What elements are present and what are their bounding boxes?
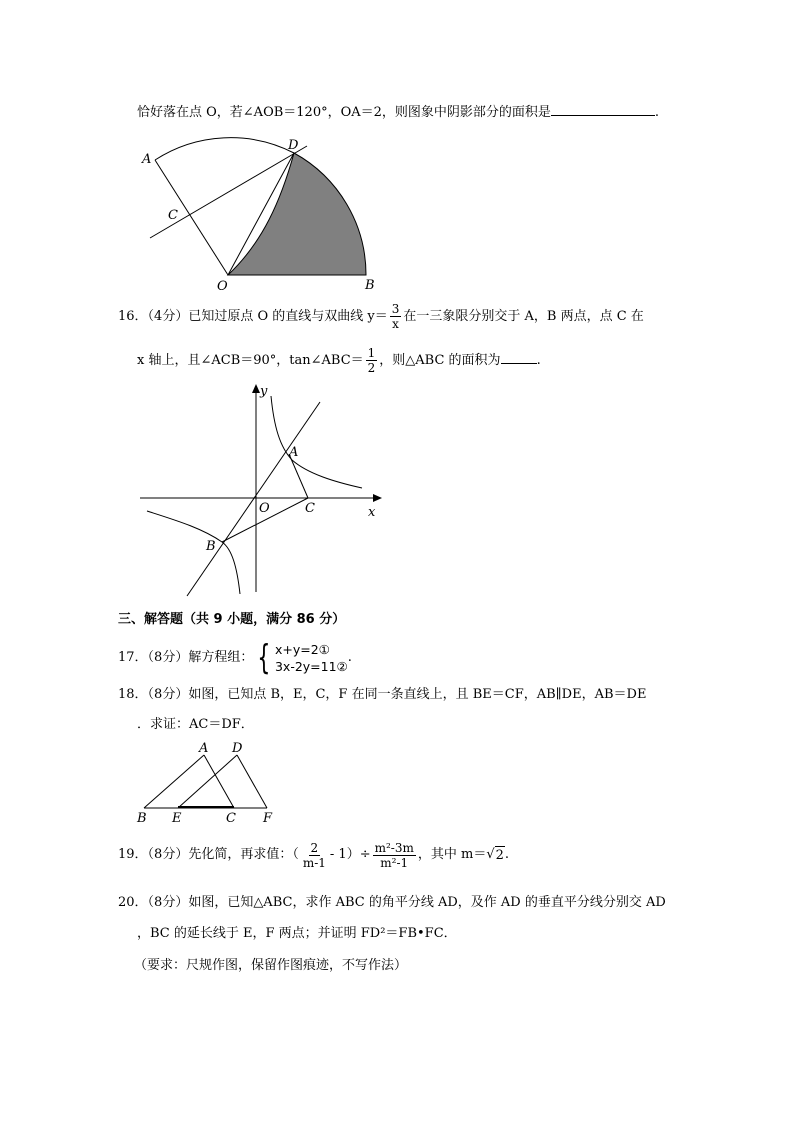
answer-blank-16[interactable] — [501, 363, 537, 364]
x-axis-arrow — [373, 494, 382, 502]
label-C: C — [305, 501, 315, 516]
fraction-1-over-2: $\frac{1}{2}$ — [367, 346, 376, 375]
p19: 19．（8分）先化简，再求值：（ $\frac{2}{m-1}$ - 1）÷ $\frac{\text{m²-3m}}{\text{m²-1}}$ ，其中 m＝ √ 2 . — [118, 840, 510, 870]
y-axis-arrow — [252, 384, 260, 393]
p20-line1: 20．（8分）如图，已知△ABC，求作 ABC 的角平分线 AD，及作 AD 的垂直平分线分别交 AD — [118, 895, 666, 910]
section-heading: 三、解答题（共 9 小题，满分 86 分） — [118, 612, 346, 627]
figure-18 — [134, 740, 284, 825]
label-O: O — [259, 501, 270, 516]
label-A: A — [289, 445, 299, 460]
sqrt-value: 2 — [495, 847, 504, 863]
equation-system: { x+y=2① 3x-2y=11② — [257, 638, 348, 678]
label-C: C — [226, 811, 236, 825]
shaded-region — [228, 153, 366, 275]
fraction-3-over-x: $\frac{3}{x}$ — [391, 302, 400, 331]
p18-line1: 18．（8分）如图，已知点 B，E，C，F 在同一条直线上，且 BE＝CF，AB∥DE，AB＝DE — [118, 687, 647, 702]
p16-line1: 16．（4分）已知过原点 O 的直线与双曲线 y＝ $\frac{3}{x}$ 在一三象限分别交于 A，B 两点，点 C 在 — [118, 302, 644, 331]
fraction-2-over-m-1: $\frac{2}{m-1}$ — [302, 840, 326, 870]
label-y: y — [260, 384, 268, 399]
p16-line2: x 轴上，且∠ACB＝90°，tan∠ABC＝ $\frac{1}{2}$ ，则△ABC 的面积为 . — [137, 346, 541, 375]
label-F: F — [263, 811, 273, 825]
label-x: x — [368, 505, 376, 520]
p20-line3: （要求：尺规作图，保留作图痕迹，不写作法） — [134, 958, 408, 973]
hyperbola-branch-1 — [271, 396, 362, 488]
label-B: B — [206, 539, 216, 554]
p17: 17．（8分）解方程组： { x+y=2① 3x-2y=11② . — [118, 638, 352, 678]
answer-blank-15[interactable] — [551, 115, 655, 116]
fraction-m2-3m-over-m2-1: $\frac{\text{m²-3m}}{\text{m²-1}}$ — [374, 840, 414, 870]
figure-16 — [140, 382, 390, 597]
label-A: A — [199, 741, 209, 756]
hyperbola-branch-3 — [147, 511, 240, 594]
label-B: B — [365, 278, 375, 293]
p18-line2: ．求证：AC＝DF． — [137, 717, 254, 732]
label-B: B — [137, 811, 147, 825]
label-C: C — [168, 208, 178, 223]
p15-text: 恰好落在点 O，若∠AOB＝120°，OA＝2，则图象中阴影部分的面积是 . — [137, 105, 660, 120]
label-O: O — [217, 279, 228, 294]
label-D: D — [232, 741, 243, 756]
figure-15 — [135, 130, 395, 295]
label-E: E — [172, 811, 182, 825]
label-D: D — [288, 138, 299, 153]
p20-line2: ，BC 的延长线于 E，F 两点；并证明 FD²＝FB•FC． — [137, 926, 457, 941]
label-A: A — [142, 152, 152, 167]
arc-AD — [155, 138, 294, 160]
